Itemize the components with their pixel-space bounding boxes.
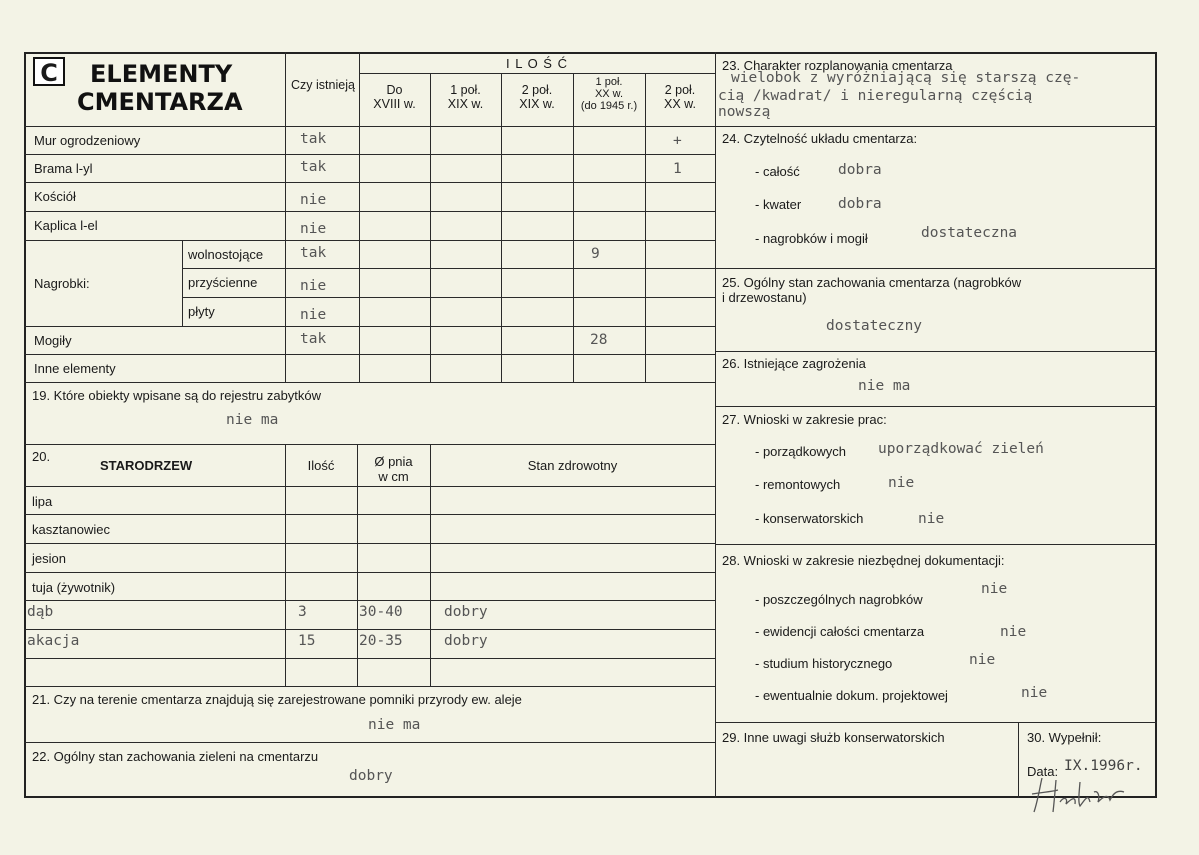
tree-name: tuja (żywotnik) bbox=[32, 580, 116, 595]
tree-name: lipa bbox=[32, 494, 53, 509]
q27-item-value: nie bbox=[888, 475, 915, 491]
q22-label: 22. Ogólny stan zachowania zieleni na cmentarzu bbox=[32, 749, 319, 764]
q24-item-label: - kwater bbox=[755, 197, 802, 212]
q21-answer: nie ma bbox=[368, 717, 421, 733]
q24-label: 24. Czytelność układu cmentarza: bbox=[722, 131, 918, 146]
line bbox=[182, 268, 715, 269]
q28-item-label: - poszczególnych nagrobków bbox=[755, 592, 923, 607]
element-exists: tak bbox=[300, 131, 327, 147]
line bbox=[24, 126, 715, 127]
line bbox=[24, 742, 715, 743]
q27-item-label: - remontowych bbox=[755, 477, 841, 492]
line bbox=[573, 73, 574, 382]
q24-item-label: - nagrobków i mogił bbox=[755, 231, 868, 246]
element-exists: nie bbox=[300, 192, 327, 208]
period-header-line: XX w. bbox=[594, 88, 624, 100]
divider-main bbox=[715, 52, 716, 798]
element-label: przyścienne bbox=[188, 275, 258, 290]
element-qty-xx2: 1 bbox=[673, 161, 682, 177]
line bbox=[715, 544, 1157, 545]
q24-item-value: dostateczna bbox=[921, 225, 1018, 241]
tree-name: kasztanowiec bbox=[32, 522, 111, 537]
tree-health: dobry bbox=[444, 633, 488, 649]
q27-item-label: - konserwatorskich bbox=[755, 511, 864, 526]
line bbox=[1018, 722, 1019, 798]
q23-label: 23. Charakter rozplanowania cmentarza bbox=[722, 58, 953, 73]
line bbox=[24, 686, 715, 687]
line bbox=[24, 543, 715, 544]
q28-label: 28. Wnioski w zakresie niezbędnej dokumentacji: bbox=[722, 553, 1005, 568]
signature bbox=[1028, 772, 1128, 816]
tree-diam: 20-35 bbox=[359, 633, 403, 649]
element-label: Mogiły bbox=[34, 333, 72, 348]
line bbox=[645, 73, 646, 382]
line bbox=[24, 354, 715, 355]
line bbox=[715, 351, 1157, 352]
q27-item-value: nie bbox=[918, 511, 945, 527]
q30-date-value: IX.1996r. bbox=[1064, 758, 1143, 774]
period-header-line: XIX w. bbox=[447, 97, 484, 111]
q28-item-label: - ewidencji całości cmentarza bbox=[755, 624, 925, 639]
q28-item-label: - ewentualnie dokum. projektowej bbox=[755, 688, 948, 703]
q22-answer: dobry bbox=[349, 768, 393, 784]
q21-label: 21. Czy na terenie cmentarza znajdują się zarejestrowane pomniki przyrody ew. aleje bbox=[32, 692, 522, 707]
q24-item-value: dobra bbox=[838, 162, 882, 178]
tree-qty: 3 bbox=[298, 604, 307, 620]
period-header-line: XIX w. bbox=[519, 97, 555, 111]
period-header bbox=[573, 76, 645, 112]
q30-label: 30. Wypełnił: bbox=[1027, 730, 1102, 745]
line bbox=[359, 73, 715, 74]
q25-label2: i drzewostanu) bbox=[722, 290, 807, 305]
line bbox=[182, 297, 715, 298]
element-qty-xx2: + bbox=[673, 133, 682, 149]
q28-item-value: nie bbox=[1000, 624, 1027, 640]
element-label: płyty bbox=[188, 304, 215, 319]
line bbox=[285, 444, 286, 686]
q23-line2: cią /kwadrat/ i nieregularną częścią bbox=[718, 88, 1033, 104]
q19-answer: nie ma bbox=[226, 412, 279, 428]
q28-item-label: - studium historycznego bbox=[755, 656, 893, 671]
period-header-line: XVIII w. bbox=[373, 97, 416, 111]
element-qty-xx1: 9 bbox=[591, 246, 600, 262]
line bbox=[24, 444, 715, 445]
tree-name: dąb bbox=[27, 604, 54, 620]
q28-item-value: nie bbox=[981, 581, 1008, 597]
q26-label: 26. Istniejące zagrożenia bbox=[722, 356, 866, 371]
q19-label: 19. Które obiekty wpisane są do rejestru zabytków bbox=[32, 388, 322, 403]
period-header bbox=[430, 83, 501, 111]
tree-name: jesion bbox=[32, 551, 66, 566]
section-letter: C bbox=[33, 57, 65, 86]
element-exists: tak bbox=[300, 245, 327, 261]
period-header-line: 1 poł. bbox=[450, 83, 481, 97]
tree-diam: 30-40 bbox=[359, 604, 403, 620]
q28-item-value: nie bbox=[1021, 685, 1048, 701]
line bbox=[24, 514, 715, 515]
line bbox=[24, 629, 715, 630]
line bbox=[182, 240, 183, 326]
line bbox=[430, 444, 431, 686]
q25-label1: 25. Ogólny stan zachowania cmentarza (nagrobków bbox=[722, 275, 1022, 290]
element-exists: nie bbox=[300, 278, 327, 294]
element-label: Inne elementy bbox=[34, 361, 116, 376]
line bbox=[715, 268, 1157, 269]
tree-name: akacja bbox=[27, 633, 80, 649]
line bbox=[24, 326, 715, 327]
element-label: wolnostojące bbox=[188, 247, 264, 262]
period-header bbox=[501, 83, 573, 111]
line bbox=[24, 486, 715, 487]
line bbox=[285, 52, 286, 382]
line bbox=[24, 572, 715, 573]
q29-label: 29. Inne uwagi służb konserwatorskich bbox=[722, 730, 945, 745]
q27-item-value: uporządkować zieleń bbox=[878, 441, 1044, 457]
element-qty-xx1: 28 bbox=[590, 332, 608, 348]
element-exists: nie bbox=[300, 221, 327, 237]
exists-header: Czy istnieją bbox=[291, 78, 355, 92]
line bbox=[715, 722, 1157, 723]
line bbox=[24, 382, 715, 383]
section-title-1: ELEMENTY bbox=[90, 60, 233, 88]
q20-col-diam2: w cm bbox=[378, 469, 409, 484]
line bbox=[715, 126, 1157, 127]
line bbox=[24, 240, 715, 241]
q20-number: 20. bbox=[32, 449, 51, 464]
nagrobki-label: Nagrobki: bbox=[34, 276, 90, 291]
element-label: Kościół bbox=[34, 189, 76, 204]
period-header-line: Do bbox=[386, 83, 403, 97]
line bbox=[24, 182, 715, 183]
line bbox=[501, 73, 502, 382]
qty-header: I L O Ś Ć bbox=[506, 56, 568, 71]
line bbox=[430, 73, 431, 382]
q23-line1: wielobok z wyróżniającą się starszą czę- bbox=[731, 70, 1081, 86]
line bbox=[24, 211, 715, 212]
element-exists: tak bbox=[300, 331, 327, 347]
q25-answer: dostateczny bbox=[826, 318, 923, 334]
q27-label: 27. Wnioski w zakresie prac: bbox=[722, 412, 887, 427]
q24-item-label: - całość bbox=[755, 164, 800, 179]
q27-item-label: - porządkowych bbox=[755, 444, 847, 459]
q30-date-label: Data: bbox=[1027, 764, 1059, 779]
element-label: Mur ogrodzeniowy bbox=[34, 133, 141, 148]
q28-item-value: nie bbox=[969, 652, 996, 668]
period-header-line: (do 1945 r.) bbox=[580, 100, 638, 112]
element-label: Kaplica l-el bbox=[34, 218, 98, 233]
period-header-line: 2 poł. bbox=[664, 83, 696, 97]
q20-col-health: Stan zdrowotny bbox=[527, 458, 618, 473]
q23-line3: nowszą bbox=[718, 104, 771, 120]
period-header-line: 2 poł. bbox=[521, 83, 553, 97]
section-title-2: CMENTARZA bbox=[77, 88, 243, 116]
line bbox=[24, 154, 715, 155]
q20-title: STARODRZEW bbox=[100, 458, 193, 473]
line bbox=[24, 658, 715, 659]
line bbox=[24, 600, 715, 601]
element-label: Brama l-yl bbox=[34, 161, 93, 176]
q20-col-qty: Ilość bbox=[307, 458, 335, 473]
q20-col-diam: Ø pnia bbox=[374, 454, 413, 469]
period-header-line: XX w. bbox=[664, 97, 696, 111]
q26-answer: nie ma bbox=[858, 378, 911, 394]
element-exists: tak bbox=[300, 159, 327, 175]
period-header-line: 1 poł. bbox=[595, 76, 623, 88]
tree-health: dobry bbox=[444, 604, 488, 620]
period-header bbox=[359, 83, 430, 111]
tree-qty: 15 bbox=[298, 633, 316, 649]
line bbox=[715, 406, 1157, 407]
element-exists: nie bbox=[300, 307, 327, 323]
period-header bbox=[645, 83, 715, 111]
q24-item-value: dobra bbox=[838, 196, 882, 212]
